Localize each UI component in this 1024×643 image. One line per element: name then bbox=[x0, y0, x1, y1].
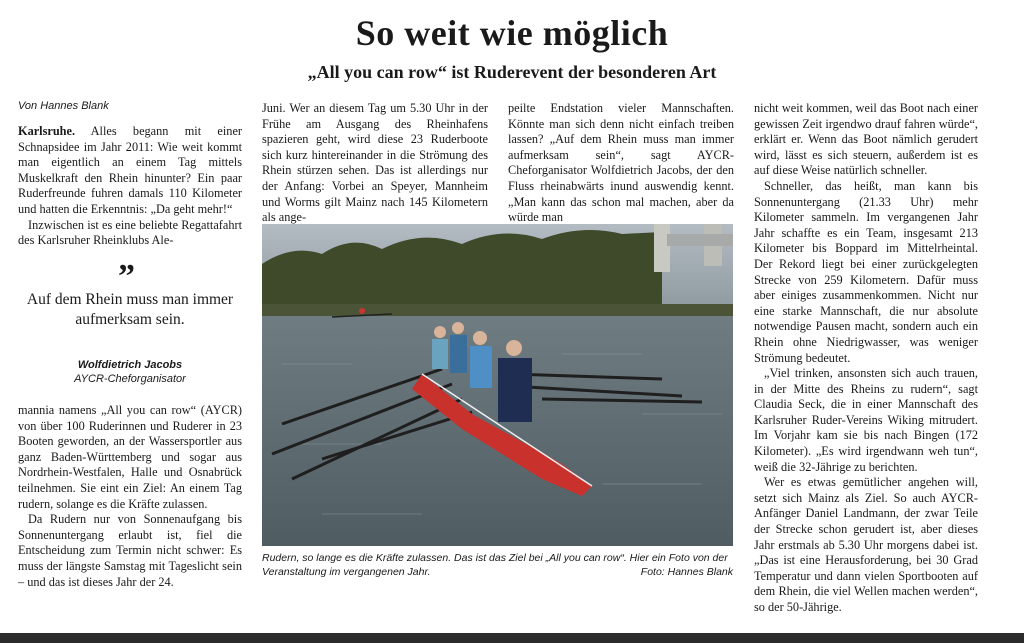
column-1-top bbox=[18, 124, 242, 249]
headline: So weit wie möglich bbox=[355, 13, 669, 53]
rowing-photo bbox=[262, 224, 733, 546]
paragraph bbox=[18, 124, 242, 218]
bridge-pillar bbox=[654, 224, 670, 272]
byline: Von Hannes Blank bbox=[18, 100, 109, 112]
paragraph: mannia namens „All you can row“ (AYCR) von über 100 Ruderinnen und Ruderer in 23 Booten geworden, an der Wassersportler aus ganz Baden-Württemberg und sogar aus Nordrhein-Westfalen, Halle und Osnabrück teilnehmen. Sie eint ein Ziel: An einem Tag rudern, solange es die Kräfte zulassen. bbox=[18, 403, 242, 511]
subheadline: „All you can row“ ist Ruderevent der besonderen Art bbox=[307, 62, 717, 82]
quote-mark-icon: ” bbox=[118, 258, 135, 295]
paragraph: nicht weit kommen, weil das Boot nach einer gewissen Zeit irgendwo drauf fahren würde“, erklärt er. Wenn das Boot nämlich gerudert wird, lässt es sich steuern, außerdem ist es auf diese Weise natürlich schneller. bbox=[754, 101, 978, 178]
pullquote-role: AYCR-Cheforganisator bbox=[74, 373, 186, 385]
column-2 bbox=[262, 101, 488, 226]
pullquote-text: Auf dem Rhein muss man immer aufmerksam sein. bbox=[26, 291, 234, 328]
riverbank bbox=[262, 304, 733, 318]
paragraph: Da Rudern nur von Sonnenaufgang bis Sonnenuntergang erlaubt ist, fiel die Entscheidung zum Termin nicht schwer: Es muss der längste Samstag mit Tageslicht sein – und das ist dieses Jahr der 24. bbox=[18, 512, 242, 589]
photo-credit: Foto: Hannes Blank bbox=[640, 566, 733, 578]
paragraph: Inzwischen ist es eine beliebte Regattafahrt des Karlsruher Rheinklubs Ale- bbox=[18, 217, 242, 248]
column-4 bbox=[754, 101, 978, 616]
paragraph: „Viel trinken, ansonsten sich auch trauen, in der Mitte des Rheins zu rudern“, sagt Claudia Seck, die in einer Mannschaft des Karlsruher Ruder-Vereins Wiking mitrudert. Im Vorjahr kam sie bis nach Bingen (172 Kilometer). „Es wird irgendwann weh tun“, weiß die 32-Jährige zu berichten. bbox=[754, 366, 978, 474]
paragraph: Juni. Wer an diesem Tag um 5.30 Uhr in der Frühe am Ausgang des Rheinhafens spazieren geht, wird diese 23 Ruderboote sich kurz hintereinander in die Strömung des Rhein stürzen sehen. Das ist allerdings nur der Anfang: Vorbei an Speyer, Mannheim und Worms gilt Mainz nach 145 Kilometern als ange- bbox=[262, 101, 488, 225]
column-3 bbox=[508, 101, 734, 226]
dateline: Karlsruhe. bbox=[18, 124, 76, 138]
bridge-deck bbox=[667, 234, 733, 246]
photo-caption bbox=[262, 551, 733, 579]
bottom-bar bbox=[0, 633, 1024, 643]
pullquote-author: Wolfdietrich Jacobs bbox=[77, 359, 183, 371]
caption-text: Rudern, so lange es die Kräfte zulassen. Das ist das Ziel bei „All you can row“. Hier ein Foto von der Veranstaltung im vergangenen Jahr. bbox=[262, 552, 728, 578]
column-1-bottom bbox=[18, 403, 242, 590]
paragraph: peilte Endstation vieler Mannschaften. Könnte man sich denn nicht einfach treiben lassen? „Auf dem Rhein muss man immer aufmerksam sein“, sagt AYCR-Cheforganisator Wolfdietrich Jacobs, der den Fluss rheinabwärts inund auswendig kennt. „Man kann das schon mal machen, aber da würde man bbox=[508, 101, 734, 225]
paragraph: Wer es etwas gemütlicher angehen will, setzt sich Mainz als Ziel. So auch AYCR-Anfänger Daniel Landmann, der zwar Teile der Strecke schon gerudert ist, aber dieses Jahr erstmals ab 5.30 Uhr morgens dabei ist. „Das ist eine Herausforderung, bei 30 Grad Temperatur und dann vielen Sportbooten auf dem Rhein, die viel Wellen machen werden“, so der 50-Jährige. bbox=[754, 475, 978, 614]
paragraph-text: Alles begann mit einer Schnapsidee im Jahr 2011: Wie weit kommt man eigentlich an einem Tag mittels Muskelkraft den Rhein hinunter? Ein paar Ruderfreunde fuhren damals 110 Kilometer und hatten die Erkenntnis: „Da geht mehr!“ bbox=[18, 124, 242, 216]
paragraph: Schneller, das heißt, man kann bis Sonnenuntergang (21.33 Uhr) mehr Kilometer sammeln. Im vergangenen Jahr Jahr schaffte es ein Team, insgesamt 213 Kilometer bis Boppard im Mittelrheintal. Der Rekord liegt bei einer zurückgelegten Strecke von 259 Kilometern. Dafür muss aber einiges zusammenkommen. Nicht nur eine starke Mannschaft, die nur absolute notwendige Pausen macht, sondern auch ein Rhein ohne Niedrigwasser, was weniger Strömung bedeutet. bbox=[754, 178, 978, 365]
